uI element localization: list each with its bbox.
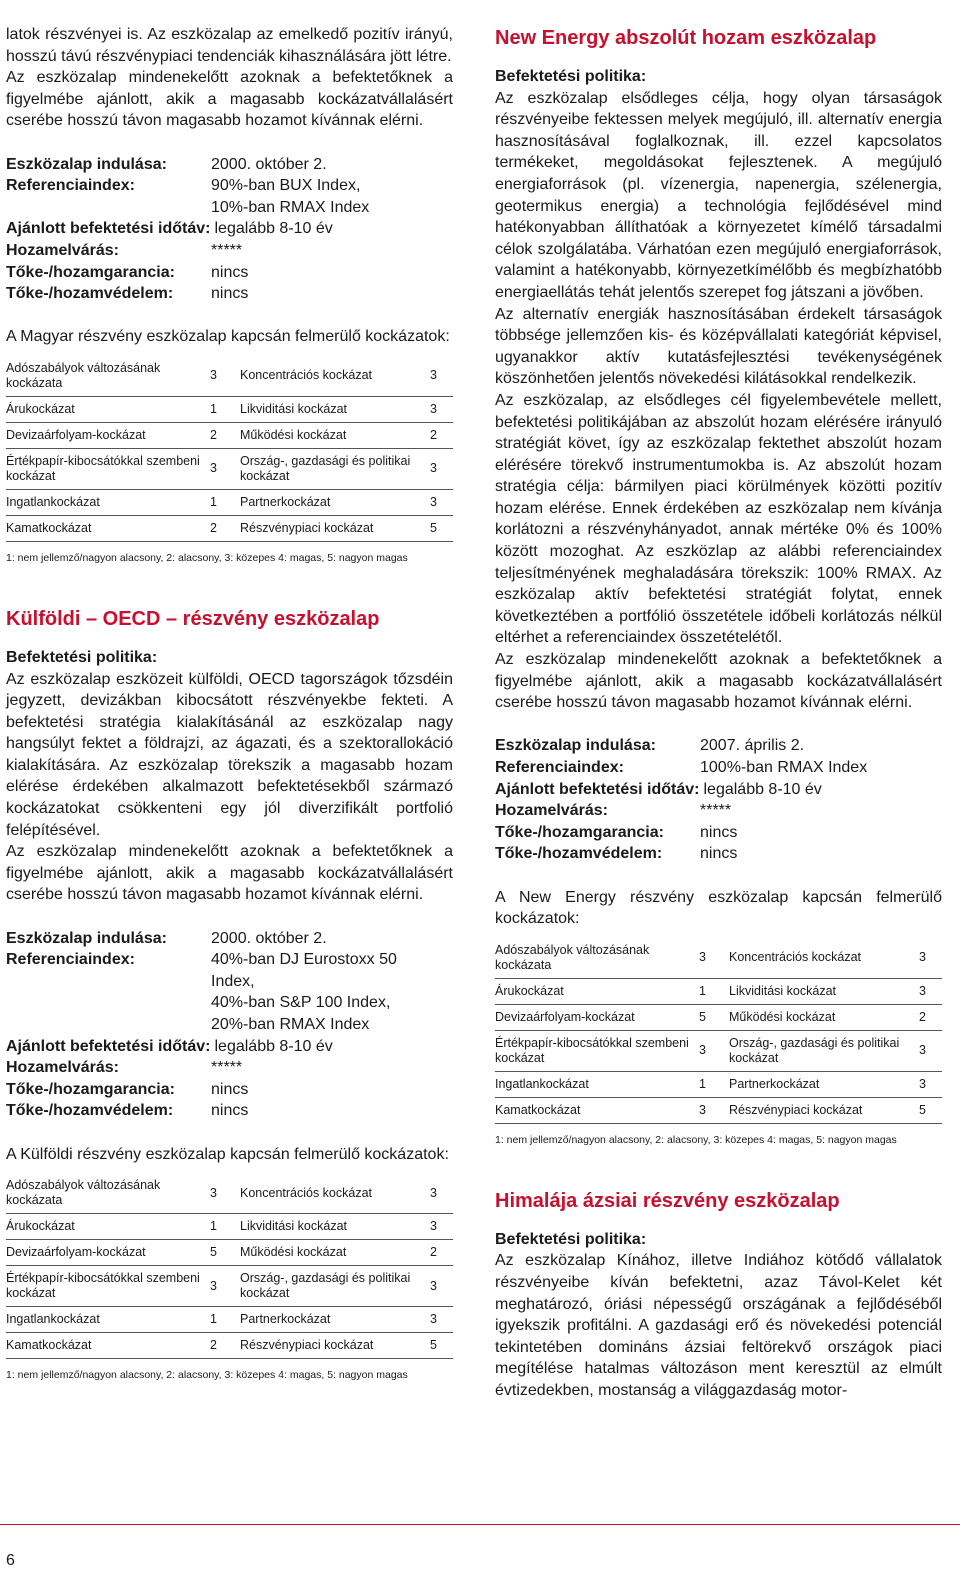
table-row <box>6 489 453 515</box>
risk-score: 1 <box>210 1307 240 1333</box>
risk-score: 1 <box>210 396 240 422</box>
risk-score: 2 <box>430 422 453 448</box>
risk-name: Ingatlankockázat <box>6 1307 210 1333</box>
risk-name: Partnerkockázat <box>729 1071 919 1097</box>
fact-value: ***** <box>700 802 732 820</box>
risk-score: 3 <box>430 489 453 515</box>
fact-row <box>6 1036 453 1058</box>
kulfoldi-paragraph-2: Az eszközalap mindenekelőtt azoknak a befektetőknek a figyelmébe ajánlott, akik a magasabb kockázatvállalásért cserébe hosszú távon magasabb hozamot kívánnak elérni. <box>6 843 453 904</box>
fact-value: legalább 8-10 év <box>703 780 822 798</box>
fact-row <box>495 757 942 779</box>
risk-name: Koncentrációs kockázat <box>729 938 919 979</box>
risk-score: 3 <box>430 448 453 489</box>
intro-paragraph-1: latok részvényei is. Az eszközalap az emelkedő pozitív irányú, hosszú távú részvénypiaci tendenciák kihasználására jött létre. <box>6 26 453 65</box>
table-row <box>6 422 453 448</box>
risk-score: 3 <box>699 1030 729 1071</box>
risk-score: 1 <box>210 1214 240 1240</box>
newenergy-paragraph-4: Az eszközalap mindenekelőtt azoknak a befektetőknek a figyelmébe ajánlott, akik a magasabb kockázatvállalásért cserébe hosszú távon magasabb hozamot kívánnak elérni. <box>495 651 942 712</box>
fact-value: legalább 8-10 év <box>214 220 333 238</box>
risk-score: 5 <box>430 1333 453 1359</box>
fact-row <box>6 928 453 950</box>
risk-score: 2 <box>210 515 240 541</box>
table-row <box>495 1071 942 1097</box>
risk-name: Ország-, gazdasági és politikai kockázat <box>240 448 430 489</box>
table-row <box>495 1097 942 1123</box>
newenergy-title: New Energy abszolút hozam eszközalap <box>495 27 877 49</box>
risk-score: 3 <box>430 356 453 397</box>
right-column <box>495 24 942 1402</box>
risk-score: 3 <box>210 448 240 489</box>
risk-name: Koncentrációs kockázat <box>240 1173 430 1214</box>
risk-score: 2 <box>210 1333 240 1359</box>
risk-name: Működési kockázat <box>240 1240 430 1266</box>
newenergy-risk-intro: A New Energy részvény eszközalap kapcsán felmerülő kockázatok: <box>495 888 942 928</box>
risk-score: 3 <box>699 1097 729 1123</box>
kulfoldi-risk-intro: A Külföldi részvény eszközalap kapcsán felmerülő kockázatok: <box>6 1145 449 1163</box>
fact-value: nincs <box>700 845 738 863</box>
fact-label: Referenciaindex: <box>495 759 624 776</box>
table-row <box>6 1173 453 1214</box>
risk-name: Árukockázat <box>6 1214 210 1240</box>
table-row <box>6 396 453 422</box>
himalaja-title: Himalája ázsiai részvény eszközalap <box>495 1189 840 1212</box>
fact-value: legalább 8-10 év <box>214 1037 333 1055</box>
table-row <box>6 448 453 489</box>
fact-label: Hozamelvárás: <box>6 241 119 259</box>
risk-score: 3 <box>430 1307 453 1333</box>
risk-score: 5 <box>699 1004 729 1030</box>
risk-name: Ingatlankockázat <box>495 1071 699 1097</box>
kulfoldi-paragraph-1: Az eszközalap eszközeit külföldi, OECD tagországok tőzsdéin jegyzett, devizákban kibocsátott részvényekbe fekteti. A befektetési stratégia kialakításánál az eszközalap nagy hangsúlyt fektet a földrajzi, az ágazati, és a szektorallokáció kialakítására. Az eszközalap törekszik a magasabb hozam elérése érdekében alkalmazott befektetésekből származó kockázatokat csökkenteni egy jól diverzifikált portfolió felépítésével. <box>6 670 453 839</box>
table-row <box>495 938 942 979</box>
kulfoldi-risk-table <box>6 1173 453 1359</box>
risk-score: 3 <box>430 396 453 422</box>
fact-label: Eszközalap indulása: <box>6 929 167 947</box>
fact-value: 2000. október 2. <box>211 929 327 947</box>
table-row <box>6 1214 453 1240</box>
fact-label: Tőke-/hozamgarancia: <box>6 1080 175 1098</box>
left-column <box>6 24 453 1382</box>
risk-name: Részvénypiaci kockázat <box>729 1097 919 1123</box>
risk-score: 5 <box>430 515 453 541</box>
risk-name: Partnerkockázat <box>240 1307 430 1333</box>
risk-score: 3 <box>919 978 942 1004</box>
fact-value: ***** <box>211 241 243 259</box>
risk-name: Koncentrációs kockázat <box>240 356 430 397</box>
himalaja-paragraph-1: Az eszközalap Kínához, illetve Indiához kötődő vállalatok részvényeibe kíván befektetni, azaz Távol-Kelet két meghatározó, óriási népességű országának a fejlődéséből igyekszik profitálni. A gazdasági erő és növekedési potenciál tekintetében domináns ázsiai feltörekvő országok piaci megítélése hatalmas változáson ment keresztül az elmúlt évtizedekben, mostanság a világgazdaság motor- <box>495 1252 942 1399</box>
risk-score: 5 <box>919 1097 942 1123</box>
fact-label: Ajánlott befektetési időtáv: <box>6 1037 211 1055</box>
risk-score: 3 <box>919 1071 942 1097</box>
newenergy-risk-table <box>495 938 942 1124</box>
fact-label: Referenciaindex: <box>6 951 135 969</box>
fact-label: Tőke-/hozamvédelem: <box>6 285 174 303</box>
risk-name: Ország-, gazdasági és politikai kockázat <box>240 1266 430 1307</box>
fact-label: Hozamelvárás: <box>495 802 608 820</box>
fact-label: Eszközalap indulása: <box>6 155 167 173</box>
fact-row <box>495 843 942 865</box>
risk-name: Adószabályok változásának kockázata <box>6 1173 210 1214</box>
newenergy-paragraph-1: Az eszközalap elsődleges célja, hogy olyan társaságok részvényeibe fektessen melyek megújuló, ill. alternatív energia hasznosításával foglalkoznak, ill. ezzel kapcsolatos termékeket, megoldásokat fejlesztenek. A megújuló energiaforrások (pl. vízenergia, napenergia, szélenergia, geotermikus energia) a technológia fejlődésével mind hatékonyabban állíthatóak a környezetet kímélő társadalmi célok szolgálatába. Várhatóan ezen megújuló energiaforrások, valamint a hatékonyabb, környezetkímélőbb és megbízhatóbb energiaellátás tehát jelentős szerepet fog játszani a jövőben. <box>495 89 942 301</box>
magyar-risk-intro: A Magyar részvény eszközalap kapcsán felmerülő kockázatok: <box>6 328 450 346</box>
risk-score: 3 <box>430 1173 453 1214</box>
fact-row <box>6 218 453 240</box>
fact-value: nincs <box>211 1080 249 1098</box>
fact-label: Referenciaindex: <box>6 177 135 195</box>
risk-name: Devizaárfolyam-kockázat <box>6 422 210 448</box>
risk-name: Kamatkockázat <box>6 1333 210 1359</box>
newenergy-facts <box>495 735 942 865</box>
fact-label: Tőke-/hozamgarancia: <box>6 263 175 281</box>
newenergy-paragraph-2: Az alternatív energiák hasznosításában érdekelt társaságok többsége jellemzően kis- és középvállalati kategóriát képvisel, ugyanakkor aktív kutatásfejlesztési tevékenységének köszönhetően jelentős növekedési kilátásokkal rendelkezik. <box>495 305 942 388</box>
risk-name: Adószabályok változásának kockázata <box>495 938 699 979</box>
table-row <box>6 1266 453 1307</box>
fact-value: nincs <box>700 823 738 841</box>
risk-name: Értékpapír-kibocsátókkal szembeni kockázat <box>6 448 210 489</box>
risk-score: 1 <box>699 978 729 1004</box>
fact-value: nincs <box>211 1102 249 1120</box>
fact-row <box>6 262 453 284</box>
fact-value: nincs <box>211 263 249 281</box>
fact-label: Hozamelvárás: <box>6 1059 119 1077</box>
table-row <box>6 1307 453 1333</box>
table-row <box>495 1030 942 1071</box>
risk-score: 3 <box>430 1266 453 1307</box>
risk-score: 3 <box>210 1173 240 1214</box>
risk-score: 3 <box>210 1266 240 1307</box>
risk-score: 3 <box>699 938 729 979</box>
fact-value: 90%-ban BUX Index, 10%-ban RMAX Index <box>211 177 370 216</box>
risk-name: Ingatlankockázat <box>6 489 210 515</box>
fact-row <box>6 175 453 218</box>
risk-name: Működési kockázat <box>240 422 430 448</box>
fact-value: 40%-ban DJ Eurostoxx 50 Index, 40%-ban S&P 100 Index, 20%-ban RMAX Index <box>211 951 397 1033</box>
table-row <box>495 978 942 1004</box>
risk-score: 2 <box>210 422 240 448</box>
fact-row <box>6 949 453 1035</box>
risk-score: 1 <box>210 489 240 515</box>
fact-row <box>6 240 453 262</box>
risk-score: 5 <box>210 1240 240 1266</box>
risk-name: Likviditási kockázat <box>240 396 430 422</box>
table-row <box>6 515 453 541</box>
risk-name: Működési kockázat <box>729 1004 919 1030</box>
risk-name: Adószabályok változásának kockázata <box>6 356 210 397</box>
risk-name: Likviditási kockázat <box>240 1214 430 1240</box>
kulfoldi-risk-legend: 1: nem jellemző/nagyon alacsony, 2: alacsony, 3: közepes 4: magas, 5: nagyon magas <box>6 1369 408 1382</box>
table-row <box>6 356 453 397</box>
fact-label: Tőke-/hozamvédelem: <box>6 1102 174 1120</box>
fact-row <box>6 1100 453 1122</box>
fact-value: 100%-ban RMAX Index <box>700 759 868 776</box>
risk-name: Részvénypiaci kockázat <box>240 515 430 541</box>
fact-row <box>6 1079 453 1101</box>
risk-name: Árukockázat <box>6 396 210 422</box>
risk-name: Kamatkockázat <box>6 515 210 541</box>
kulfoldi-policy-label: Befektetési politika: <box>6 648 158 666</box>
page-number: 6 <box>6 1552 15 1569</box>
risk-name: Értékpapír-kibocsátókkal szembeni kockázat <box>6 1266 210 1307</box>
newenergy-risk-legend: 1: nem jellemző/nagyon alacsony, 2: alacsony, 3: közepes 4: magas, 5: nagyon magas <box>495 1133 897 1146</box>
risk-name: Részvénypiaci kockázat <box>240 1333 430 1359</box>
fact-label: Ajánlott befektetési időtáv: <box>6 220 211 238</box>
risk-name: Devizaárfolyam-kockázat <box>495 1004 699 1030</box>
fact-row <box>6 1057 453 1079</box>
risk-score: 3 <box>919 938 942 979</box>
himalaja-policy-label: Befektetési politika: <box>495 1230 647 1248</box>
risk-score: 3 <box>430 1214 453 1240</box>
risk-name: Partnerkockázat <box>240 489 430 515</box>
magyar-risk-legend: 1: nem jellemző/nagyon alacsony, 2: alacsony, 3: közepes 4: magas, 5: nagyon magas <box>6 551 408 564</box>
fact-row <box>495 822 942 844</box>
kulfoldi-title: Külföldi – OECD – részvény eszközalap <box>6 607 380 630</box>
fact-value: ***** <box>211 1059 243 1077</box>
table-row <box>6 1333 453 1359</box>
risk-name: Ország-, gazdasági és politikai kockázat <box>729 1030 919 1071</box>
magyar-risk-table <box>6 356 453 542</box>
fact-label: Tőke-/hozamgarancia: <box>495 823 664 841</box>
fact-label: Tőke-/hozamvédelem: <box>495 845 663 863</box>
risk-score: 1 <box>699 1071 729 1097</box>
risk-score: 2 <box>430 1240 453 1266</box>
table-row <box>495 1004 942 1030</box>
risk-name: Értékpapír-kibocsátókkal szembeni kockázat <box>495 1030 699 1071</box>
fact-row <box>6 154 453 176</box>
risk-score: 2 <box>919 1004 942 1030</box>
fact-value: nincs <box>211 285 249 303</box>
risk-name: Likviditási kockázat <box>729 978 919 1004</box>
risk-name: Kamatkockázat <box>495 1097 699 1123</box>
risk-name: Devizaárfolyam-kockázat <box>6 1240 210 1266</box>
kulfoldi-facts <box>6 928 453 1122</box>
footer-divider <box>0 1524 960 1525</box>
fact-row <box>495 779 942 801</box>
risk-name: Árukockázat <box>495 978 699 1004</box>
newenergy-policy-label: Befektetési politika: <box>495 68 647 85</box>
fact-row <box>495 735 942 757</box>
fact-row <box>495 800 942 822</box>
fact-value: 2000. október 2. <box>211 155 327 173</box>
fact-label: Eszközalap indulása: <box>495 737 656 755</box>
fact-row <box>6 283 453 305</box>
magyar-facts <box>6 154 453 305</box>
risk-score: 3 <box>210 356 240 397</box>
table-row <box>6 1240 453 1266</box>
newenergy-paragraph-3: Az eszközalap, az elsődleges cél figyelembevétele mellett, befektetési politikájában az abszolút hozam elérésére irányuló stratégiát követ, így az eszközalap fektethet abszolút hozam elérésére törekvő instrumentumokba is. Az abszolút hozam stratégia célja: bármilyen piaci körülmények közötti pozitív hozam elérése. Ennek érdekében az eszközalap nem kívánja korlátozni a részvényhányadot, annak mértéke 0% és 100% között mozoghat. Az eszközlap az alábbi referenciaindex teljesítményének meghaladására törekszik: 100% RMAX. Az eszközalap aktív befektetési stratégiát folytat, ennek következtében a portfólió összetétele időbeli korlátozás nélkül eltérhet a referenciaindex összetételétől. <box>495 391 942 647</box>
fact-label: Ajánlott befektetési időtáv: <box>495 780 700 798</box>
fact-value: 2007. április 2. <box>700 737 805 755</box>
intro-paragraph-2: Az eszközalap mindenekelőtt azoknak a befektetőknek a figyelmébe ajánlott, akik a magasabb kockázatvállalásért cserébe hosszú távon magasabb hozamot kívánnak elérni. <box>6 69 453 130</box>
risk-score: 3 <box>919 1030 942 1071</box>
